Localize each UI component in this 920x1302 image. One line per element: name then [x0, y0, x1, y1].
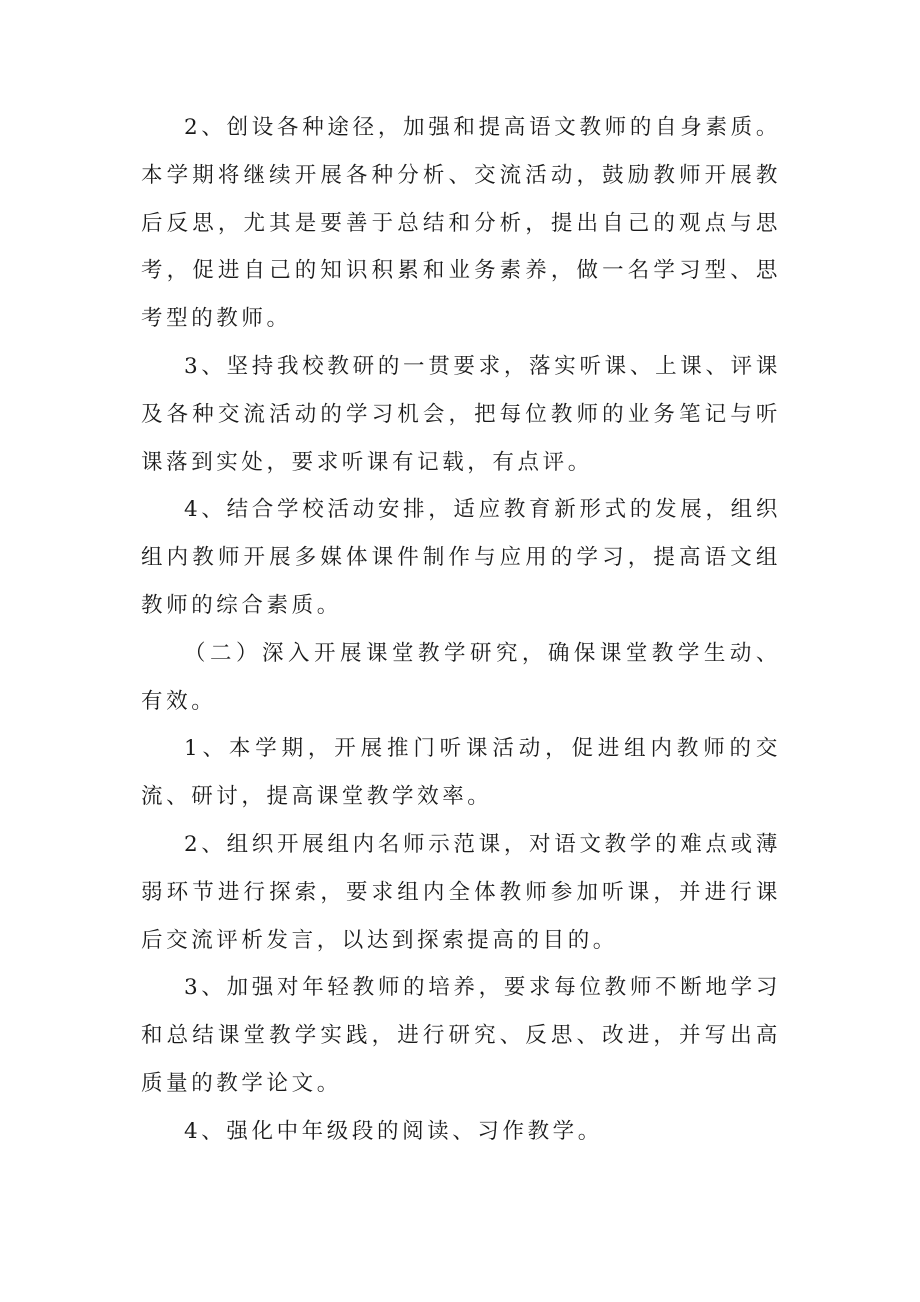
section-heading-2: （二）深入开展课堂教学研究，确保课堂教学生动、有效。	[141, 640, 781, 714]
paragraph-3: 4、结合学校活动安排，适应教育新形式的发展，组织组内教师开展多媒体课件制作与应用的学习，提高语文组教师的综合素质。	[141, 497, 781, 618]
document-body	[141, 104, 781, 1156]
paragraph-1: 2、创设各种途径，加强和提高语文教师的自身素质。本学期将继续开展各种分析、交流活动，鼓励教师开展教后反思，尤其是要善于总结和分析，提出自己的观点与思考，促进自己的知识积累和业务素养，做一名学习型、思考型的教师。	[141, 115, 781, 332]
paragraph-5: 2、组织开展组内名师示范课，对语文教学的难点或薄弱环节进行探索，要求组内全体教师参加听课，并进行课后交流评析发言，以达到探索提高的目的。	[141, 831, 781, 953]
paragraph-2: 3、坚持我校教研的一贯要求，落实听课、上课、评课及各种交流活动的学习机会，把每位教师的业务笔记与听课落到实处，要求听课有记载，有点评。	[141, 353, 781, 475]
paragraph-4: 1、本学期，开展推门听课活动，促进组内教师的交流、研讨，提高课堂教学效率。	[141, 736, 781, 810]
paragraph-6: 3、加强对年轻教师的培养，要求每位教师不断地学习和总结课堂教学实践，进行研究、反思、改进，并写出高质量的教学论文。	[141, 975, 781, 1096]
paragraph-7: 4、强化中年级段的阅读、习作教学。	[184, 1118, 603, 1144]
